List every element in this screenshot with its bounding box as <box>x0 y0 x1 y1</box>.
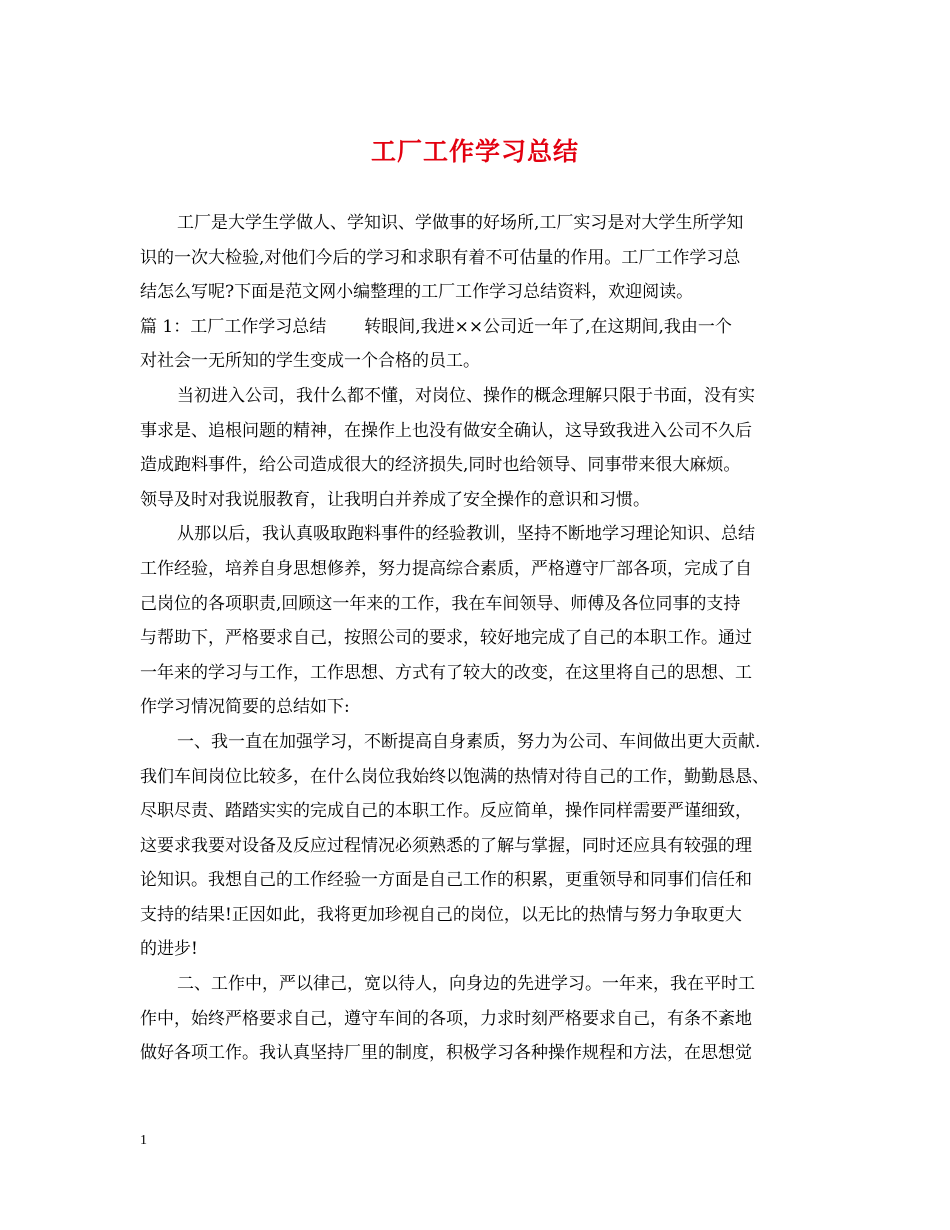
section-heading: 篇 1：工厂工作学习总结 <box>140 316 327 337</box>
text-line: 领导及时对我说服教育，让我明白并养成了安全操作的意识和习惯。 <box>140 489 650 510</box>
text-line: 事求是、追根问题的精神，在操作上也没有做安全确认，这导致我进入公司不久后 <box>140 420 752 441</box>
text-line: 工厂是大学生学做人、学知识、学做事的好场所,工厂实习是对大学生所学知 <box>177 213 744 233</box>
text-line: 己岗位的各项职责,回顾这一年来的工作，我在车间领导、师傅及各位同事的支持 <box>140 593 741 614</box>
text-line: 一年来的学习与工作，工作思想、方式有了较大的改变，在这里将自己的思想、工 <box>140 662 752 683</box>
text-line: 一、我一直在加强学习，不断提高自身素质，努力为公司、车间做出更大贡献. <box>177 731 761 752</box>
text-line: 作学习情况简要的总结如下: <box>140 697 350 718</box>
text-line: 识的一次大检验,对他们今后的学习和求职有着不可估量的作用。工厂工作学习总 <box>140 247 741 268</box>
section-heading-line <box>140 310 830 345</box>
text-line: 二、工作中，严以律己，宽以待人，向身边的先进学习。一年来，我在平时工 <box>177 974 755 995</box>
text-line: 支持的结果!正因如此，我将更加珍视自己的岗位，以无比的热情与努力争取更大 <box>140 904 742 925</box>
text-line: 对社会一无所知的学生变成一个合格的员工。 <box>140 351 480 372</box>
text-line: 从那以后，我认真吸取跑料事件的经验教训，坚持不断地学习理论知识、总结 <box>177 524 755 545</box>
text-line: 结怎么写呢?下面是范文网小编整理的工厂工作学习总结资料，欢迎阅读。 <box>140 282 694 303</box>
text-line: 工作经验，培养自身思想修养，努力提高综合素质，严格遵守厂部各项，完成了自 <box>140 558 752 579</box>
text-line: 我们车间岗位比较多，在什么岗位我始终以饱满的热情对待自己的工作，勤勤恳恳、 <box>140 766 769 787</box>
page-number: 1 <box>140 1133 147 1148</box>
text-line: 与帮助下，严格要求自己，按照公司的要求，较好地完成了自己的本职工作。通过 <box>140 628 752 649</box>
text-line: 这要求我要对设备及反应过程情况必须熟悉的了解与掌握，同时还应具有较强的理 <box>140 835 752 856</box>
section-intro-text: 转眼间,我进××公司近一年了,在这期间,我由一个 <box>364 316 732 337</box>
text-line: 做好各项工作。我认真坚持厂里的制度，积极学习各种操作规程和方法，在思想觉 <box>140 1043 752 1064</box>
text-line: 的进步! <box>140 939 198 960</box>
text-line: 作中，始终严格要求自己，遵守车间的各项，力求时刻严格要求自己，有条不紊地 <box>140 1008 752 1029</box>
document-body <box>140 206 830 1071</box>
text-line: 尽职尽责、踏踏实实的完成自己的本职工作。反应简单，操作同样需要严谨细致， <box>140 801 752 822</box>
text-line: 当初进入公司，我什么都不懂，对岗位、操作的概念理解只限于书面，没有实 <box>177 385 755 406</box>
text-line: 造成跑料事件，给公司造成很大的经济损失,同时也给领导、同事带来很大麻烦。 <box>140 455 741 476</box>
document-title: 工厂工作学习总结 <box>370 137 579 166</box>
text-line: 论知识。我想自己的工作经验一方面是自己工作的积累，更重领导和同事们信任和 <box>140 870 752 891</box>
